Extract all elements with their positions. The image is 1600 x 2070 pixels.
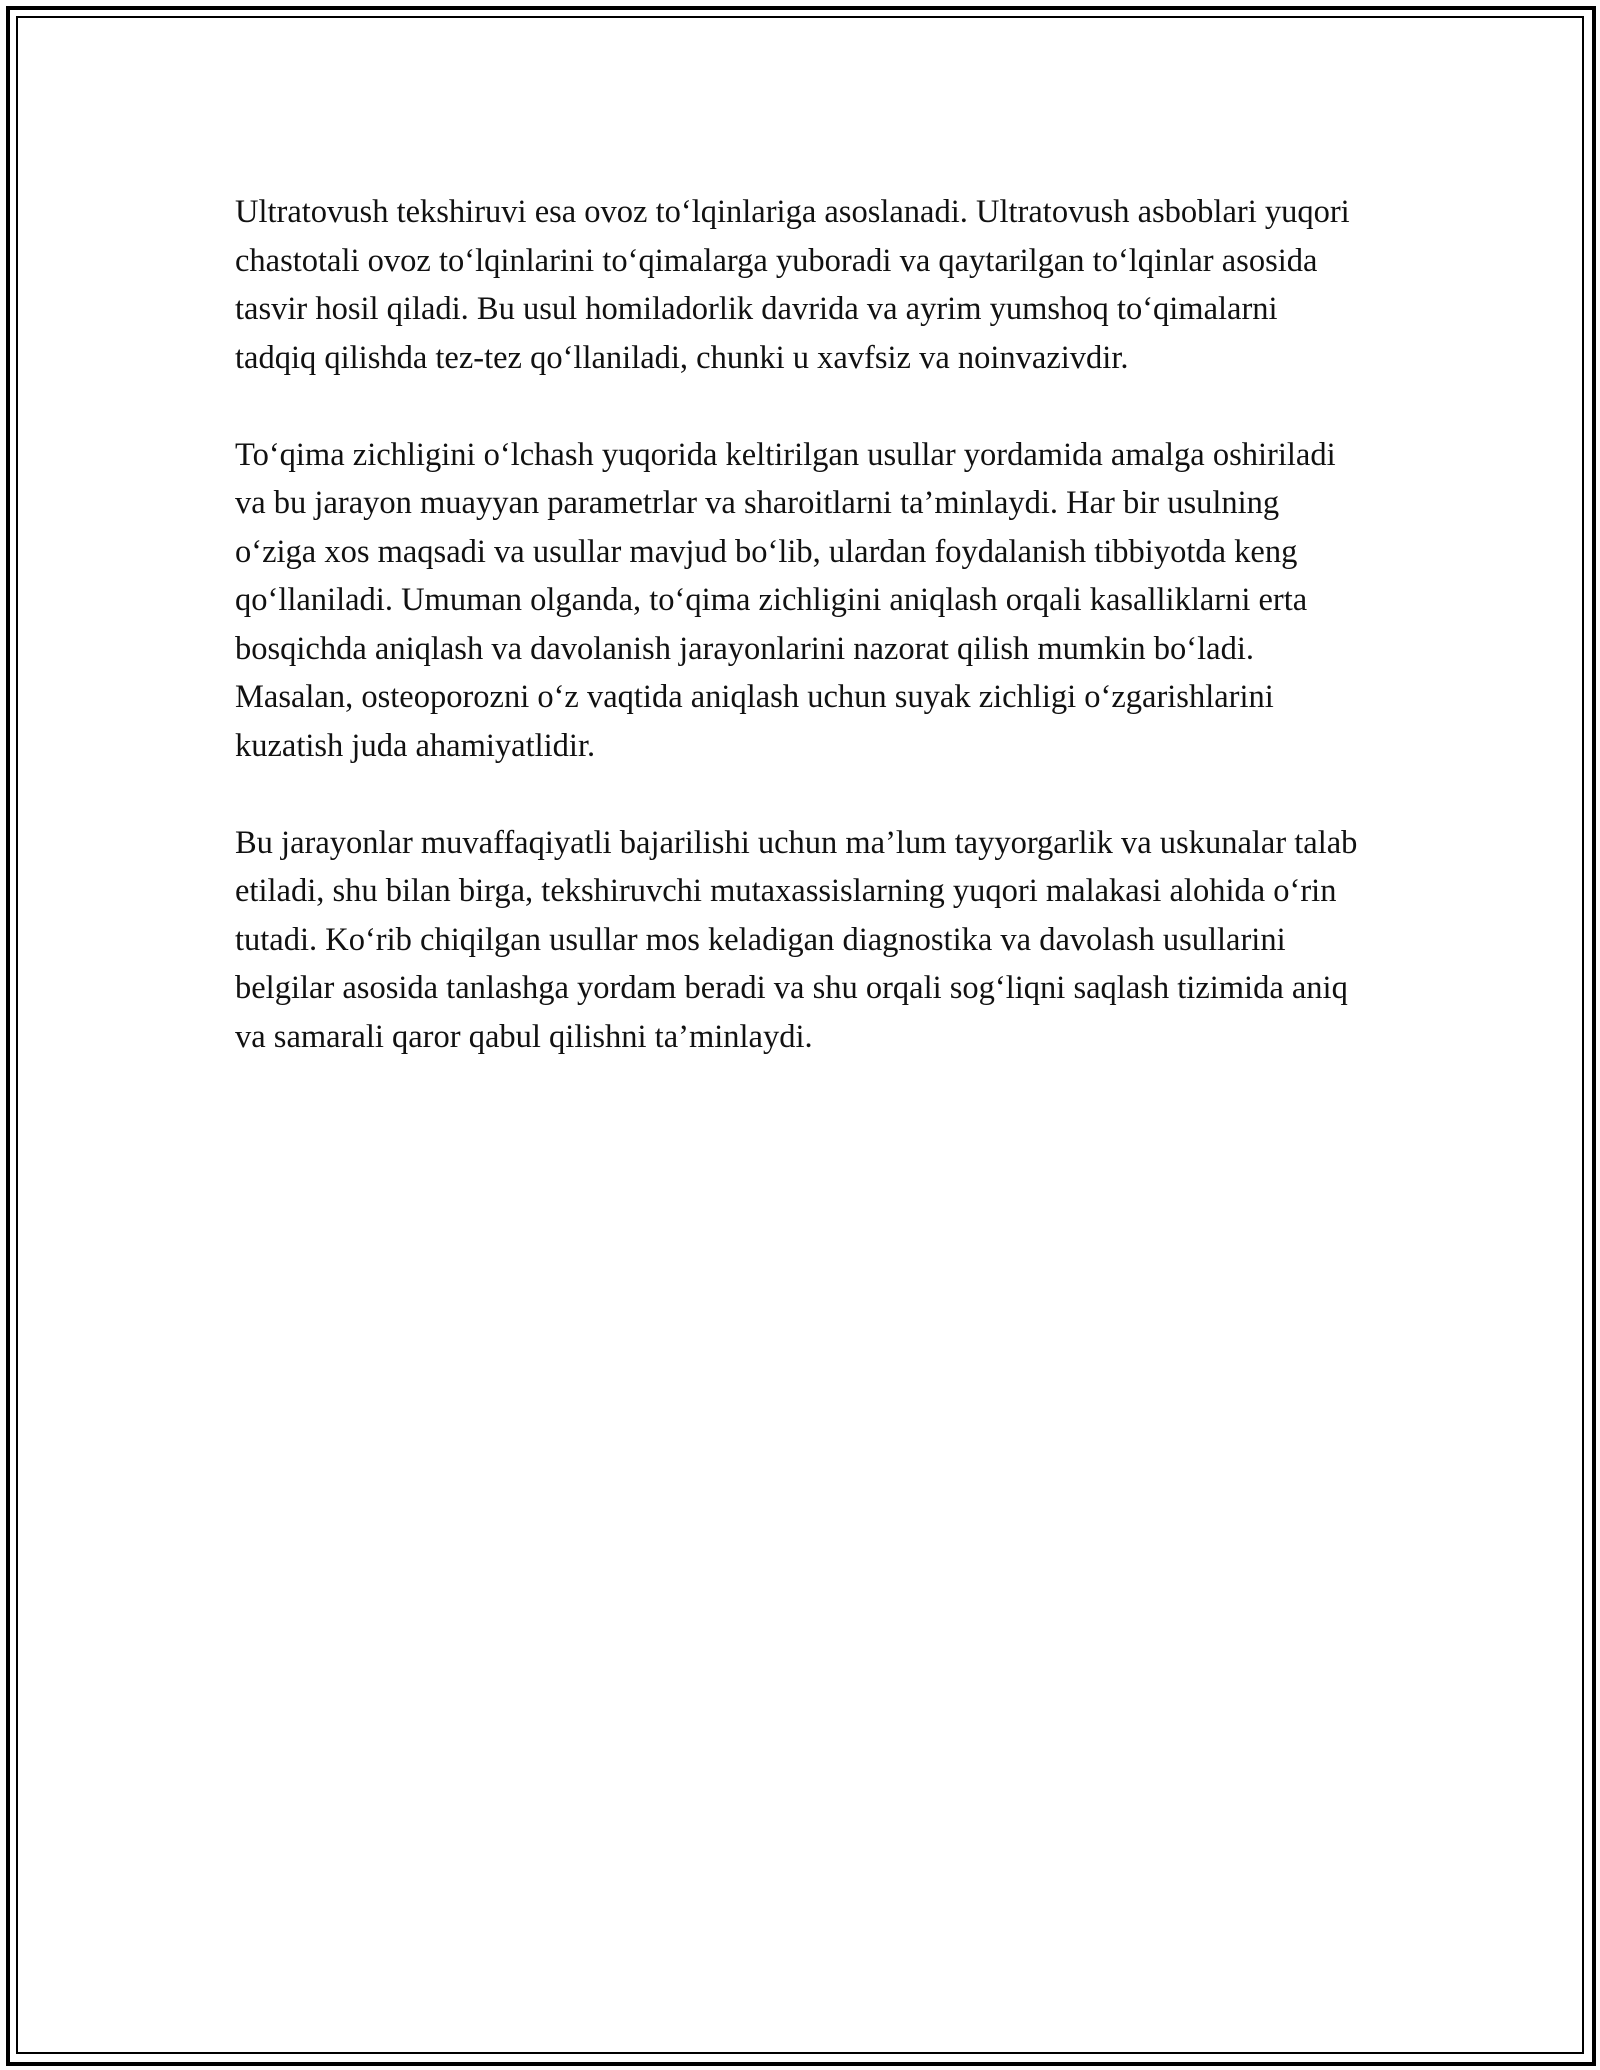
paragraph-requirements: Bu jarayonlar muvaffaqiyatli bajarilishi uchun ma’lum tayyorgarlik va uskunalar talab etiladi, shu bilan birga, tekshiruvchi mutaxassislarning yuqori malakasi alohida o‘rin tutadi. Ko‘rib chiqilgan usullar mos keladigan diagnostika va davolash usullarini belgilar asosida tanlashga yordam beradi va shu orqali sog‘liqni saqlash tizimida aniq va samarali qaror qabul qilishni ta’minlaydi. — [235, 824, 1358, 1055]
paragraph-tissue-density: To‘qima zichligini o‘lchash yuqorida keltirilgan usullar yordamida amalga oshiriladi va bu jarayon muayyan parametrlar va sharoitlarni ta’minlaydi. Har bir usulning o‘ziga xos maqsadi va usullar mavjud bo‘lib, ulardan foydalanish tibbiyotda keng qo‘llaniladi. Umuman olganda, to‘qima zichligini aniqlash orqali kasalliklarni erta bosqichda aniqlash va davolanish jarayonlarini nazorat qilish mumkin bo‘ladi. Masalan, osteoporozni o‘z vaqtida aniqlash uchun suyak zichligi o‘zgarishlarini kuzatish juda ahamiyatlidir. — [235, 436, 1336, 764]
document-body — [235, 188, 1365, 1110]
paragraph-ultrasound: Ultratovush tekshiruvi esa ovoz to‘lqinlariga asoslanadi. Ultratovush asboblari yuqori chastotali ovoz to‘lqinlarini to‘qimalarga yuboradi va qaytarilgan to‘lqinlar asosida tasvir hosil qiladi. Bu usul homiladorlik davrida va ayrim yumshoq to‘qimalarni tadqiq qilishda tez-tez qo‘llaniladi, chunki u xavfsiz va noinvazivdir. — [235, 194, 1350, 376]
